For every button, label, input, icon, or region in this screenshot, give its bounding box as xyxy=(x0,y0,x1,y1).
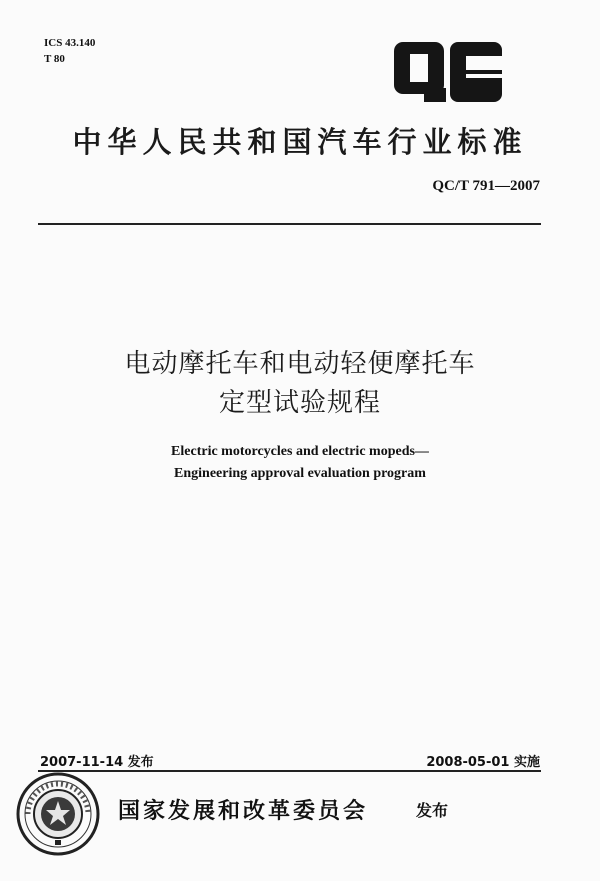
top-divider xyxy=(38,223,541,225)
title-cn-line1: 电动摩托车和电动轻便摩托车 xyxy=(124,349,476,379)
issuer-suffix: 发布 xyxy=(416,801,449,820)
title-en-line1: Electric motorcycles and electric mopeds— xyxy=(171,444,429,459)
ccs-code: T 80 xyxy=(44,53,65,65)
standard-category: 中华人民共和国汽车行业标准 xyxy=(72,125,528,159)
ics-code: ICS 43.140 xyxy=(44,37,96,49)
emblem-seal-icon xyxy=(14,770,102,858)
standard-number: QC/T 791—2007 xyxy=(432,178,540,194)
implementation-date: 2008-05-01 实施 xyxy=(426,755,540,770)
bottom-divider xyxy=(38,770,541,772)
issuer-name: 国家发展和改革委员会 xyxy=(118,798,369,824)
qc-logo xyxy=(394,40,504,104)
issue-date: 2007-11-14 发布 xyxy=(40,755,154,770)
title-cn-line2: 定型试验规程 xyxy=(218,388,381,418)
classification-block xyxy=(44,35,95,67)
title-en-line2: Engineering approval evaluation program xyxy=(174,466,426,481)
